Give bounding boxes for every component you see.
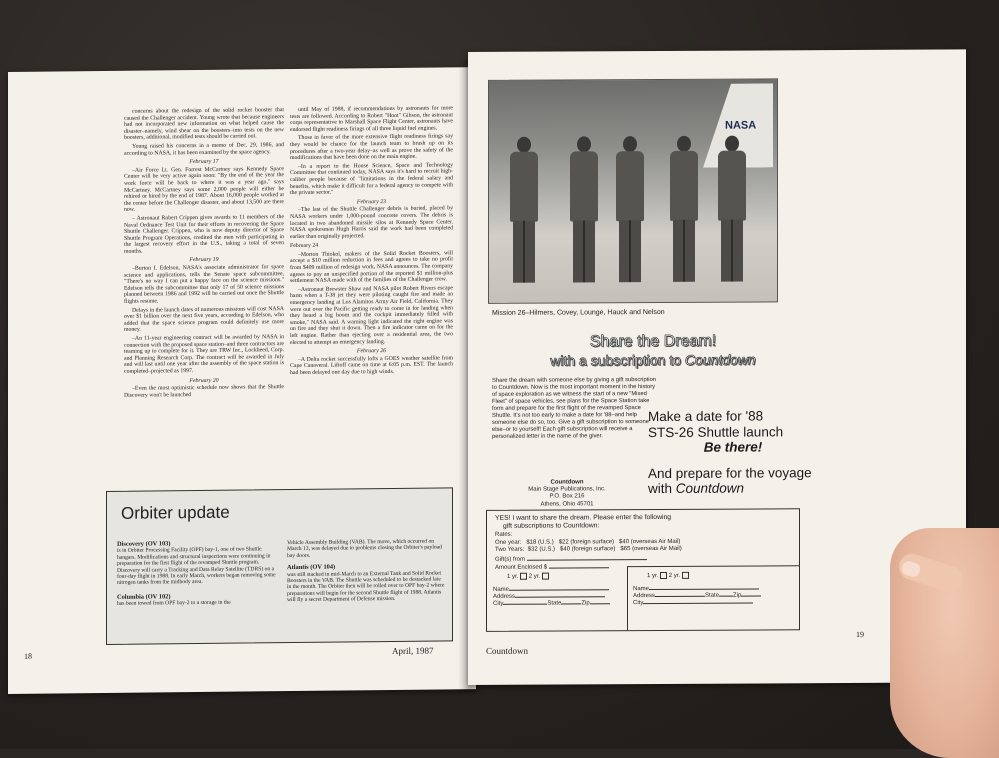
one-year-label: 1 yr. <box>507 573 519 580</box>
recipient-1-city <box>493 600 610 608</box>
promo-line-1: Make a date for '88 <box>648 408 764 425</box>
orbiter-column-1 <box>117 540 277 607</box>
left-column-1 <box>124 107 284 401</box>
share-the-dream-headline <box>508 332 798 370</box>
article-paragraph: – Astronaut Robert Crippen gives awards to 11 members of the Naval Ordnance Test Unit for their efforts in recovering the Space Shuttle Challenger. Crippen, who is now deputy director of Space Shuttle Program Operations, credited the men with participating in the largest recovery effort in the U.S., taking a total of seven months. <box>124 214 284 255</box>
headline-line-2 <box>508 350 798 370</box>
address-field[interactable] <box>515 596 605 597</box>
form-rate-one-year: One year: $18 (U.S.) $22 (foreign surface) $40 (overseas Air Mail) <box>495 538 681 546</box>
amount-label: Amount Enclosed $ <box>495 564 548 571</box>
article-paragraph: Those in favor of the more extensive flight readiness firings say they would be chance for the launch team to brush up on its procedures after a two-year delay–as well as prove the safety of the modifications that have been done on the main engine. <box>290 133 453 162</box>
two-year-checkbox[interactable] <box>682 572 689 579</box>
two-year-label: 2 yr. <box>668 572 681 580</box>
form-divider <box>627 565 799 567</box>
left-column-2 <box>290 105 453 378</box>
promo-countdown: Countdown <box>675 480 745 496</box>
columbia-heading: Columbia (OV 102) <box>117 593 171 601</box>
address-label: Address <box>633 593 656 600</box>
article-paragraph: –In a report to the House Science, Space and Technology Committee that continued today, NASA says it's hard to recruit high-caliber people because of "limitations in the federal salary and benefits, which make it difficult for a federal agency to compete with the private sector." <box>290 162 453 197</box>
name-field[interactable] <box>649 588 759 590</box>
name-label: Name <box>493 586 510 593</box>
atlantis-heading: Atlantis (OV 104) <box>287 563 336 572</box>
date-heading: February 20 <box>189 377 219 384</box>
name-field[interactable] <box>509 589 609 591</box>
article-paragraph: –An 11-year engineering contract will be awarded by NASA in connection with the proposed space station–and three contractors are teaming up to complete for it. They are TRW Inc., Lockheed, Corp. and Planning Research Corp. The contract will be awarded in July and will last until one year after the assembly of the space station is completed–projected as 1997. <box>124 334 284 375</box>
launch-promo <box>648 408 818 496</box>
one-year-label: 1 yr. <box>647 573 659 580</box>
article-paragraph: –A Delta rocket successfully lofts a GOES weather satellite from Cape Canaveral. Liftoff came on time at 6:05 p.m. EST. The launch had been delayed one day due to high winds. <box>290 355 453 377</box>
discovery-heading: Discovery (OV 103) <box>117 540 171 548</box>
name-label: Name <box>633 586 650 593</box>
recipient-2-term <box>647 572 689 580</box>
right-page-number: 19 <box>856 629 864 639</box>
state-field[interactable] <box>561 603 581 604</box>
city-label: City <box>633 600 644 607</box>
address-line-1: Main Stage Publications, Inc. <box>528 486 606 493</box>
nasa-logo: NASA <box>725 119 757 132</box>
right-footer-title: Countdown <box>486 645 529 656</box>
gifts-from-field[interactable] <box>527 559 647 561</box>
astronaut-figure <box>667 136 701 286</box>
orbiter-update-title: Orbiter update <box>121 502 230 523</box>
date-heading: February 19 <box>189 257 219 264</box>
left-page-number: 18 <box>24 651 32 661</box>
headline-countdown: Countdown <box>684 351 756 368</box>
article-paragraph: –Air Force Lt. Gen. Forrest McCartney says Kennedy Space Center will be very active again soon: "By the end of the year the work force will be back to where it was a year ago," says McCartney. McCartney says some 2,000 people will either be rehired or hired by the end of 1987. About 16,000 people worked at the center before the Challenger disaster, and about 13,500 are there now. <box>124 165 284 214</box>
date-heading: February 24 <box>290 243 319 250</box>
date-heading: February 23 <box>356 198 387 206</box>
gift-body-text: Share the dream with someone else by giving a gift subscription to Countdown. Now is the most important moment in the history of space exploration as we witness the start of a new "Mixed Fleet" of space vehicles, see plans for the Space Station take form and prepare for the first flight of the revamped Space Shuttle. It's not too early to make a date for '88–and help someone else do so, too. Give a gift subscription to someone else–or to yourself! Each gift subscription will receive a personalized letter in the name of the giver. <box>492 377 657 440</box>
zip-field[interactable] <box>590 603 610 604</box>
atlantis-text: was still stacked in mid-March to an External Tank and Solid Rocket Boosters in the VAB. The Shuttle was scheduled to be destacked late in the month. The Orbiter then will be rolled over to OPF bay-2 where preparations will begin for the second Shuttle flight of 1988. Atlantis will fly a secret Department of Defense mission. <box>287 570 445 604</box>
zip-label: Zip <box>733 592 742 599</box>
form-amount <box>495 564 609 572</box>
amount-field[interactable] <box>549 567 609 568</box>
city-label: City <box>493 600 504 607</box>
gifts-from-label: Gift(s) from <box>495 556 525 563</box>
columbia-text: has been towed from OPF bay-2 to a storage in the <box>117 599 231 608</box>
two-year-label: 2 yr. <box>528 573 541 580</box>
article-paragraph: –Morton Thiokol, makers of the Solid Rocket Boosters, will accept a $10 million reduction in fees and agrees to take no profit from $409 million of redesign work, NASA announces. The company agrees to pay an unspecified portion of the reported $1 million-plus settlement NASA made with of the families of the Challenger crew. <box>290 250 453 285</box>
state-field[interactable] <box>719 596 733 597</box>
orbiter-update-box <box>106 487 453 645</box>
form-gifts-from <box>495 556 647 564</box>
headline-prefix: with a subscription to <box>550 351 685 369</box>
vab-text: Vehicle Assembly Building (VAB). The move, which occurred on March 13, was delayed due to problems closing the Orbiter's payload bay doors. <box>287 538 442 559</box>
mailing-address <box>492 479 642 509</box>
subscription-form <box>486 508 800 632</box>
city-field[interactable] <box>503 604 547 605</box>
form-intro-2: gift subscriptions to Countdown: <box>503 522 600 530</box>
one-year-checkbox[interactable] <box>520 573 527 580</box>
address-field[interactable] <box>655 596 705 597</box>
recipient-2-city <box>633 600 753 608</box>
two-year-checkbox[interactable] <box>542 573 549 580</box>
article-paragraph: –The last of the Shuttle Challenger debris is buried, placed by NASA workers under 1,000-pound concrete covers. The debris is located in two abandoned missile silos at Kennedy Space Center. NASA spokesman Hugh Harris said the work had been completed earlier than originally projected. <box>290 205 453 240</box>
form-column-divider <box>627 566 628 630</box>
date-heading: February 17 <box>189 158 219 166</box>
promo-line-5 <box>648 480 818 496</box>
address-label: Address <box>493 593 516 600</box>
city-field[interactable] <box>643 603 753 605</box>
promo-line-2: STS-26 Shuttle launch <box>648 423 784 440</box>
state-label: State <box>705 592 720 599</box>
article-paragraph: concerns about the redesign of the solid rocket booster that caused the Challenger accident. Young wrote that because engineers had not incorporated new information on what helped cause the disaster–namely, wind shear on the boosters–into tests on the new boosters, additional, modified tests should be carried out. <box>124 107 284 142</box>
article-paragraph: Young raised his concerns in a memo of Dec. 29, 1986, and according to NASA, it has been examined by the space agency. <box>124 142 284 157</box>
article-paragraph: –Burton I. Edelson, NASA's associate administrator for space science and applications, tells the Senate space subcommittee, "There's no way I can put a happy face on the science missions." Edelson tells the subcommittee that only 17 of 50 science missions planned between 1986 and 1992 will be carried out once the Shuttle flights resume. <box>124 264 284 305</box>
address-line-2: P.O. Box 216 <box>549 493 585 500</box>
photo-caption: Mission 26–Hilmers, Covey, Lounge, Hauck and Nelson <box>492 308 665 317</box>
astronaut-crew-photo <box>488 78 778 304</box>
astronaut-figure <box>613 136 647 286</box>
article-paragraph: until May of 1988, if recommendations by astronauts for more tests are followed. According to Robert "Hoot" Gibson, the astronaut corps representative to Marshall Space Flight Center, astronauts have endorsed flight readiness firings of all three liquid fuel engines. <box>290 105 453 133</box>
address-line-3: Athens, Ohio 45701 <box>540 500 594 508</box>
left-page <box>8 67 476 694</box>
form-rate-two-years: Two Years: $32 (U.S.) $40 (foreign surface) $65 (overseas Air Mail) <box>495 545 682 553</box>
left-footer-date: April, 1987 <box>392 645 434 656</box>
zip-field[interactable] <box>741 595 761 596</box>
promo-line-4: And prepare for the voyage <box>648 464 812 481</box>
astronaut-figure <box>507 137 541 287</box>
promo-be-there: Be there! <box>703 439 763 455</box>
article-paragraph: –Astronaut Brewster Shaw and NASA pilot Robert Rivers escape harm when a T-38 jet they were piloting caught fire and made an emergency landing at Los Alamitos Army Air Field, California. They were out over the Pacific getting ready to come in for landing when they heard a big boom and the cockpit immediately filled with smoke," NASA said. A warning light indicated the right engine was on fire and they shut it down. Then a fire indicator came on for the left engine. Rather than ejecting over a residential area, the two elected to attempt an emergency landing. <box>290 285 453 346</box>
date-heading: February 26 <box>356 348 387 355</box>
article-paragraph: Delays in the launch dates of numerous missions will cost NASA over $1 billion over the next five years, according to Edelson, who added that the space science program could definitely use more money. <box>124 305 284 334</box>
promo-prefix: with <box>648 480 676 497</box>
astronaut-figure <box>715 136 749 286</box>
zip-label: Zip <box>581 600 590 607</box>
form-intro-1: YES! I want to share the dream. Please enter the following <box>495 513 672 522</box>
orbiter-column-2 <box>287 538 445 603</box>
state-label: State <box>547 600 562 607</box>
headline-line-1: Share the Dream! <box>589 332 717 351</box>
recipient-1-term <box>507 573 549 581</box>
form-rates-label: Rates: <box>495 531 513 538</box>
article-paragraph: –Even the most optimistic schedule now shows that the Shuttle Discovery won't be launched <box>124 384 284 399</box>
address-name: Countdown <box>550 479 584 486</box>
one-year-checkbox[interactable] <box>660 572 667 579</box>
astronaut-figure <box>567 136 601 286</box>
discovery-text: is in Orbiter Processing Facility (OPF) bay-1, one of two Shuttle hangars. Modifications and structural inspections were continuing in preparation for the first flight of the revamped Shuttle program. Discovery will carry a Tracking and Data Relay Satellite (TDRS) on a four-day flight in 1988. In early March, workers began removing some nitrogen tanks from the midbody area. <box>117 546 276 587</box>
